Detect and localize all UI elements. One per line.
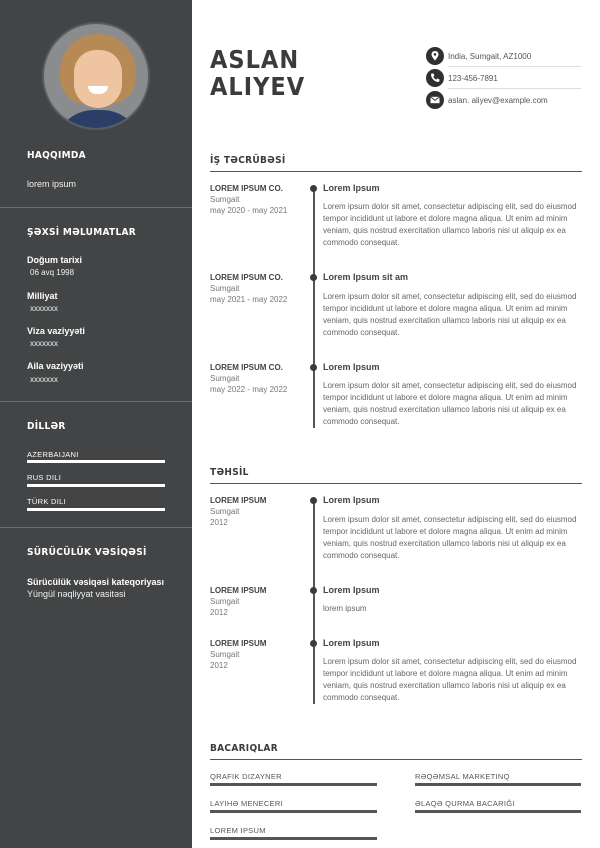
language-name: AZERBAIJANI xyxy=(27,450,79,459)
language-name: RUS DILI xyxy=(27,473,62,482)
divider xyxy=(0,207,192,208)
personal-value: 06 avq 1998 xyxy=(30,268,75,277)
language-name: TÜRK DILI xyxy=(27,497,66,506)
dates: 2012 xyxy=(210,661,228,670)
timeline-dot xyxy=(310,587,317,594)
personal-value: xxxxxxx xyxy=(30,339,58,348)
job-title: Lorem Ipsum xyxy=(323,362,380,372)
languages-heading: DİLLƏR xyxy=(27,421,66,432)
school: LOREM IPSUM xyxy=(210,586,267,595)
profile-photo xyxy=(42,22,150,130)
email-text: aslan. aliyev@example.com xyxy=(448,96,548,105)
skill-level-bar xyxy=(415,783,581,786)
timeline-dot xyxy=(310,274,317,281)
job-description: Lorem ipsum dolor sit amet, consectetur adipiscing elit, sed do eiusmod tempor incididunt ut labore et dolore magna aliqua. Ut enim ad minim veniam, quis nostrud exercitation ullamco laboris nisi ut aliquip ex ea commodo consequat. xyxy=(323,202,577,248)
skill-level-bar xyxy=(415,810,581,813)
license-label: Sürücülük vəsiqəsi kateqoriyası xyxy=(27,577,165,587)
skill-level-bar xyxy=(210,810,377,813)
phone-icon xyxy=(426,69,444,87)
timeline-dot xyxy=(310,185,317,192)
education-description: lorem ipsum xyxy=(323,604,367,613)
section-rule xyxy=(210,483,582,484)
education-description: Lorem ipsum dolor sit amet, consectetur adipiscing elit, sed do eiusmod tempor incididunt ut labore et dolore magna aliqua. Ut enim ad minim veniam, quis nostrud exercitation ullamco laboris nisi ut aliquip ex ea commodo consequat. xyxy=(323,657,577,703)
degree-title: Lorem Ipsum xyxy=(323,585,380,595)
first-name: ASLAN xyxy=(210,45,300,74)
employer: LOREM IPSUM CO. xyxy=(210,273,283,282)
section-rule xyxy=(210,759,582,760)
personal-heading: ŞƏXSİ MƏLUMATLAR xyxy=(27,227,136,238)
personal-value: xxxxxxx xyxy=(30,304,58,313)
location: Sumgait xyxy=(210,597,240,606)
about-text: lorem ipsum xyxy=(27,179,77,189)
timeline-line xyxy=(313,498,315,704)
school: LOREM IPSUM xyxy=(210,496,267,505)
employer: LOREM IPSUM CO. xyxy=(210,363,283,372)
degree-title: Lorem Ipsum xyxy=(323,495,380,505)
skill-name: ƏLAQƏ QURMA BACARIĞI xyxy=(415,799,515,808)
location: Sumgait xyxy=(210,507,240,516)
job-title: Lorem Ipsum xyxy=(323,183,380,193)
last-name: ALIYEV xyxy=(210,72,306,101)
location: Sumgait xyxy=(210,374,240,383)
skill-name: LOREM IPSUM xyxy=(210,826,266,835)
license-value: Yüngül nəqliyyat vasitəsi xyxy=(27,589,126,599)
divider xyxy=(448,66,581,67)
sidebar xyxy=(0,0,192,848)
dates: 2012 xyxy=(210,608,228,617)
experience-heading: İŞ TƏCRÜBƏSİ xyxy=(210,155,286,166)
section-rule xyxy=(210,171,582,172)
personal-label: Aila vaziyyəti xyxy=(27,361,84,371)
dates: may 2022 - may 2022 xyxy=(210,385,288,394)
school: LOREM IPSUM xyxy=(210,639,267,648)
language-level-bar xyxy=(27,508,165,511)
personal-value: xxxxxxx xyxy=(30,375,58,384)
license-heading: SÜRÜCÜLÜK VƏSİQƏSİ xyxy=(27,547,147,558)
location: Sumgait xyxy=(210,195,240,204)
job-title: Lorem Ipsum sit am xyxy=(323,272,409,282)
location-icon xyxy=(426,47,444,65)
skill-level-bar xyxy=(210,783,377,786)
skill-name: QRAFIK DIZAYNER xyxy=(210,772,282,781)
personal-label: Milliyat xyxy=(27,291,58,301)
skill-name: RƏQƏMSAL MARKETINQ xyxy=(415,772,510,781)
about-heading: HAQQIMDA xyxy=(27,150,86,161)
email-icon xyxy=(426,91,444,109)
job-description: Lorem ipsum dolor sit amet, consectetur adipiscing elit, sed do eiusmod tempor incididunt ut labore et dolore magna aliqua. Ut enim ad minim veniam, quis nostrud exercitation ullamco laboris nisi ut aliquip ex ea commodo consequat. xyxy=(323,292,577,338)
divider xyxy=(0,527,192,528)
degree-title: Lorem Ipsum xyxy=(323,638,380,648)
dates: 2012 xyxy=(210,518,228,527)
address-text: India, Sumgait, AZ1000 xyxy=(448,52,532,61)
timeline-dot xyxy=(310,364,317,371)
skill-name: LAYIHƏ MENECERI xyxy=(210,799,283,808)
timeline-dot xyxy=(310,497,317,504)
phone-text: 123-456-7891 xyxy=(448,74,498,83)
personal-label: Viza vaziyyəti xyxy=(27,326,85,336)
skill-level-bar xyxy=(210,837,377,840)
location: Sumgait xyxy=(210,650,240,659)
dates: may 2020 - may 2021 xyxy=(210,206,288,215)
language-level-bar xyxy=(27,460,165,463)
job-description: Lorem ipsum dolor sit amet, consectetur adipiscing elit, sed do eiusmod tempor incididunt ut labore et dolore magna aliqua. Ut enim ad minim veniam, quis nostrud exercitation ullamco laboris nisi ut aliquip ex ea commodo consequat. xyxy=(323,381,577,427)
education-heading: TƏHSİL xyxy=(210,467,249,478)
skills-heading: BACARIQLAR xyxy=(210,743,278,754)
divider xyxy=(0,401,192,402)
employer: LOREM IPSUM CO. xyxy=(210,184,283,193)
divider xyxy=(448,88,581,89)
timeline-dot xyxy=(310,640,317,647)
language-level-bar xyxy=(27,484,165,487)
location: Sumgait xyxy=(210,284,240,293)
dates: may 2021 - may 2022 xyxy=(210,295,288,304)
timeline-line xyxy=(313,186,315,428)
education-description: Lorem ipsum dolor sit amet, consectetur adipiscing elit, sed do eiusmod tempor incididunt ut labore et dolore magna aliqua. Ut enim ad minim veniam, quis nostrud exercitation ullamco laboris nisi ut aliquip ex ea commodo consequat. xyxy=(323,515,577,561)
personal-label: Doğum tarixi xyxy=(27,255,83,265)
